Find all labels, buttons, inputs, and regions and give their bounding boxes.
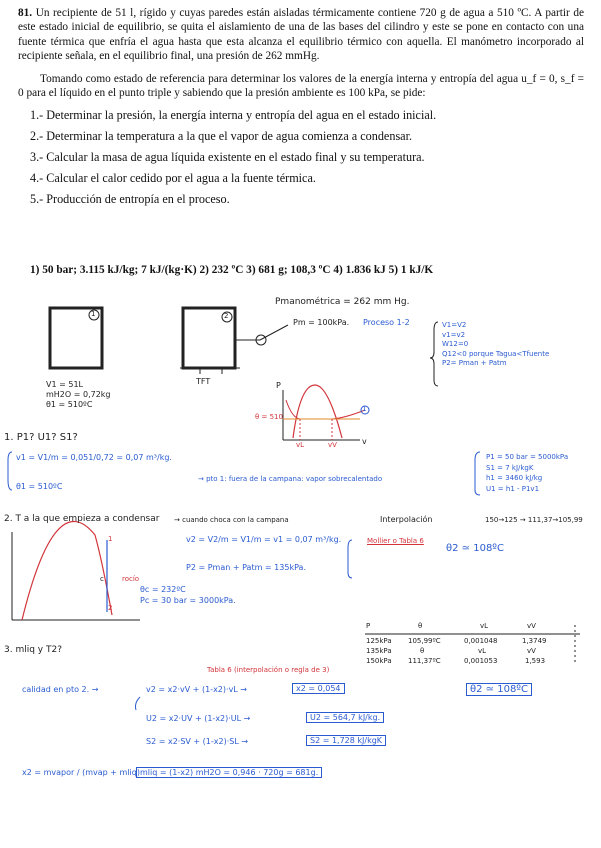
- q2-note: → cuando choca con la campana: [174, 516, 289, 524]
- pv-v-label: v: [362, 437, 367, 446]
- q1-title: 1. P1? U1? S1?: [4, 432, 78, 443]
- process-label: Proceso 1-2: [363, 318, 410, 327]
- state-1-data: [46, 380, 111, 410]
- question-item: 3.- Calcular la masa de agua líquida existente en el estado final y su temperatura.: [30, 150, 425, 165]
- condition-item: W12=0: [442, 340, 469, 348]
- q3-quality-definition: x2 = mvapor / (mvap + mliq): [22, 768, 140, 777]
- bracket: [430, 322, 438, 386]
- q1-bracket-right: [475, 452, 480, 495]
- q2-bracket: [348, 540, 352, 578]
- q3-liquid-mass-result: mliq = (1-x2) mH2O = 0,946 · 720g = 681g.: [136, 767, 322, 778]
- atmospheric-pressure: Pm = 100kPa.: [293, 318, 350, 327]
- table-cell: 105,99ºC: [408, 637, 441, 645]
- q1-result-item: h1 = 3460 kJ/kg: [486, 474, 543, 482]
- q2-graph-point-c: c: [100, 575, 104, 583]
- q1-temperature: θ1 = 510ºC: [16, 482, 63, 491]
- table-cell: 1,3749: [522, 637, 547, 645]
- manometer-arrow: [260, 325, 288, 340]
- q3-title: 3. mliq y T2?: [4, 645, 62, 655]
- table-header-theta: θ: [418, 622, 423, 630]
- pv-p-label: P: [276, 381, 281, 390]
- saturation-dome: [293, 385, 342, 438]
- table-cell: vL: [478, 647, 487, 655]
- q2-theta-2: θ2 ≃ 108ºC: [446, 543, 504, 554]
- q3-s-result: S2 = 1,728 kJ/kgK: [306, 735, 386, 746]
- q1-state-note: → pto 1: fuera de la campana: vapor sobrecalentado: [198, 475, 383, 483]
- q3-v-equation: v2 = x2·vV + (1-x2)·vL →: [146, 685, 247, 694]
- condition-item: V1=V2: [442, 321, 467, 329]
- process-conditions: [442, 321, 549, 369]
- table-header-p: P: [366, 622, 371, 630]
- tank-2-number: 2: [224, 312, 229, 320]
- table-cell: θ: [420, 647, 425, 655]
- problem-paragraph-2: Tomando como estado de referencia para determinar los valores de la energía interna y entropía del agua u_f = 0, s_f = 0 para el líquido en el punto triple y sabiendo que la presión ambiente es 100 kPa, se pide:: [18, 72, 584, 100]
- table-cell: 135kPa: [366, 647, 392, 655]
- q2-graph-point-1: 1: [108, 535, 113, 543]
- q2-dome: [22, 521, 112, 620]
- table-cell: 1,593: [525, 657, 546, 665]
- condition-item: v1=v2: [442, 330, 466, 339]
- q2-graph-point-2: 2: [108, 604, 113, 612]
- q1-result-item: U1 = h1 - P1v1: [486, 484, 540, 493]
- state-1-volume: V1 = 51L: [46, 380, 83, 389]
- table-cell: 125kPa: [366, 637, 392, 645]
- q3-quality-result: x2 = 0,054: [292, 683, 345, 694]
- q2-critical-pressure: Pc = 30 bar = 3000kPa.: [140, 596, 236, 605]
- table-cell: 150kPa: [366, 657, 392, 665]
- q3-theta-result: θ2 ≃ 108ºC: [466, 683, 532, 696]
- pv-theta-label: θ = 510: [255, 413, 283, 421]
- pv-vv-label: vV: [328, 441, 337, 449]
- table-cell: 111,37ºC: [408, 657, 441, 665]
- state-1-temperature: θ1 = 510ºC: [46, 400, 93, 409]
- table-cell: vV: [527, 647, 536, 655]
- answers-line: 1) 50 bar; 3.115 kJ/kg; 7 kJ/(kg·K) 2) 232 ºC 3) 681 g; 108,3 ºC 4) 1.836 kJ 5) 1 kJ/K: [30, 264, 434, 276]
- q2-specific-volume: v2 = V2/m = V1/m = v1 = 0,07 m³/kg.: [186, 535, 342, 544]
- q3-hint: Tabla 6 (interpolación o regla de 3): [207, 666, 330, 674]
- problem-number: 81.: [18, 7, 33, 19]
- question-item: 1.- Determinar la presión, la energía interna y entropía del agua en el estado inicial.: [30, 108, 437, 123]
- q3-calidad-label: calidad en pto 2. →: [22, 685, 99, 694]
- question-item: 2.- Determinar la temperatura a la que el vapor de agua comienza a condensar.: [30, 129, 413, 144]
- q2-pressure: P2 = Pman + Patm = 135kPa.: [186, 563, 306, 572]
- q3-u-equation: U2 = x2·UV + (1-x2)·UL →: [146, 714, 251, 723]
- q1-specific-volume: v1 = V1/m = 0,051/0,72 = 0,07 m³/kg.: [16, 453, 172, 462]
- state-1-mass: mH2O = 0,72kg: [46, 390, 111, 399]
- problem-text-1: Un recipiente de 51 l, rígido y cuyas paredes están aisladas térmicamente contiene 720 g de agua a 510 ºC. A partir de este estado inicial de equilibrio, se quita el aislamiento de una de las bases del cilindro y este se pone en contacto con una fuente térmica que enfría el agua hasta que esta alcanza el equilibrio térmico con aquella. El manómetro incorporado al recipiente señala, en el equilibrio final, una presión de 262 mmHg.: [18, 7, 584, 63]
- condition-item: Q12<0 porque Tagua<Tfuente: [442, 349, 550, 358]
- table-cell: 0,001048: [464, 637, 498, 645]
- q1-result-item: S1 = 7 kJ/kgK: [486, 463, 534, 472]
- q3-u-result: U2 = 564,7 kJ/kg.: [306, 712, 384, 723]
- table-cell: 0,001053: [464, 657, 498, 665]
- question-item: 5.- Producción de entropía en el proceso.: [30, 192, 230, 207]
- q1-result-item: P1 = 50 bar = 5000kPa: [486, 453, 569, 461]
- manometric-pressure: Pmanométrica = 262 mm Hg.: [275, 297, 410, 307]
- tank-1-number: 1: [91, 310, 96, 318]
- q2-title: 2. T a la que empieza a condensar: [4, 514, 160, 524]
- table-header-vl: vL: [480, 622, 489, 630]
- q3-branch: [136, 697, 141, 710]
- pv-vl-label: vL: [296, 441, 305, 449]
- q1-results: [486, 452, 568, 494]
- q3-s-equation: S2 = x2·SV + (1-x2)·SL →: [146, 737, 249, 746]
- q2-rocio-label: rocío: [122, 575, 140, 583]
- q2-mollier-label: Mollier o Tabla 6: [367, 537, 424, 545]
- q2-interpolation-label: Interpolación: [380, 515, 433, 524]
- q1-bracket-left: [8, 452, 12, 490]
- question-item: 4.- Calcular el calor cedido por el agua a la fuente térmica.: [30, 171, 316, 186]
- condition-item: P2= Pman + Patm: [442, 359, 507, 367]
- q2-interpolation-values: 150→125 → 111,37→105,99: [485, 516, 583, 524]
- q2-critical-temperature: θc = 232ºC: [140, 585, 186, 594]
- pv-point-label: 1: [362, 405, 367, 413]
- table-header-vv: vV: [527, 622, 536, 630]
- tft-label: TFT: [196, 377, 211, 386]
